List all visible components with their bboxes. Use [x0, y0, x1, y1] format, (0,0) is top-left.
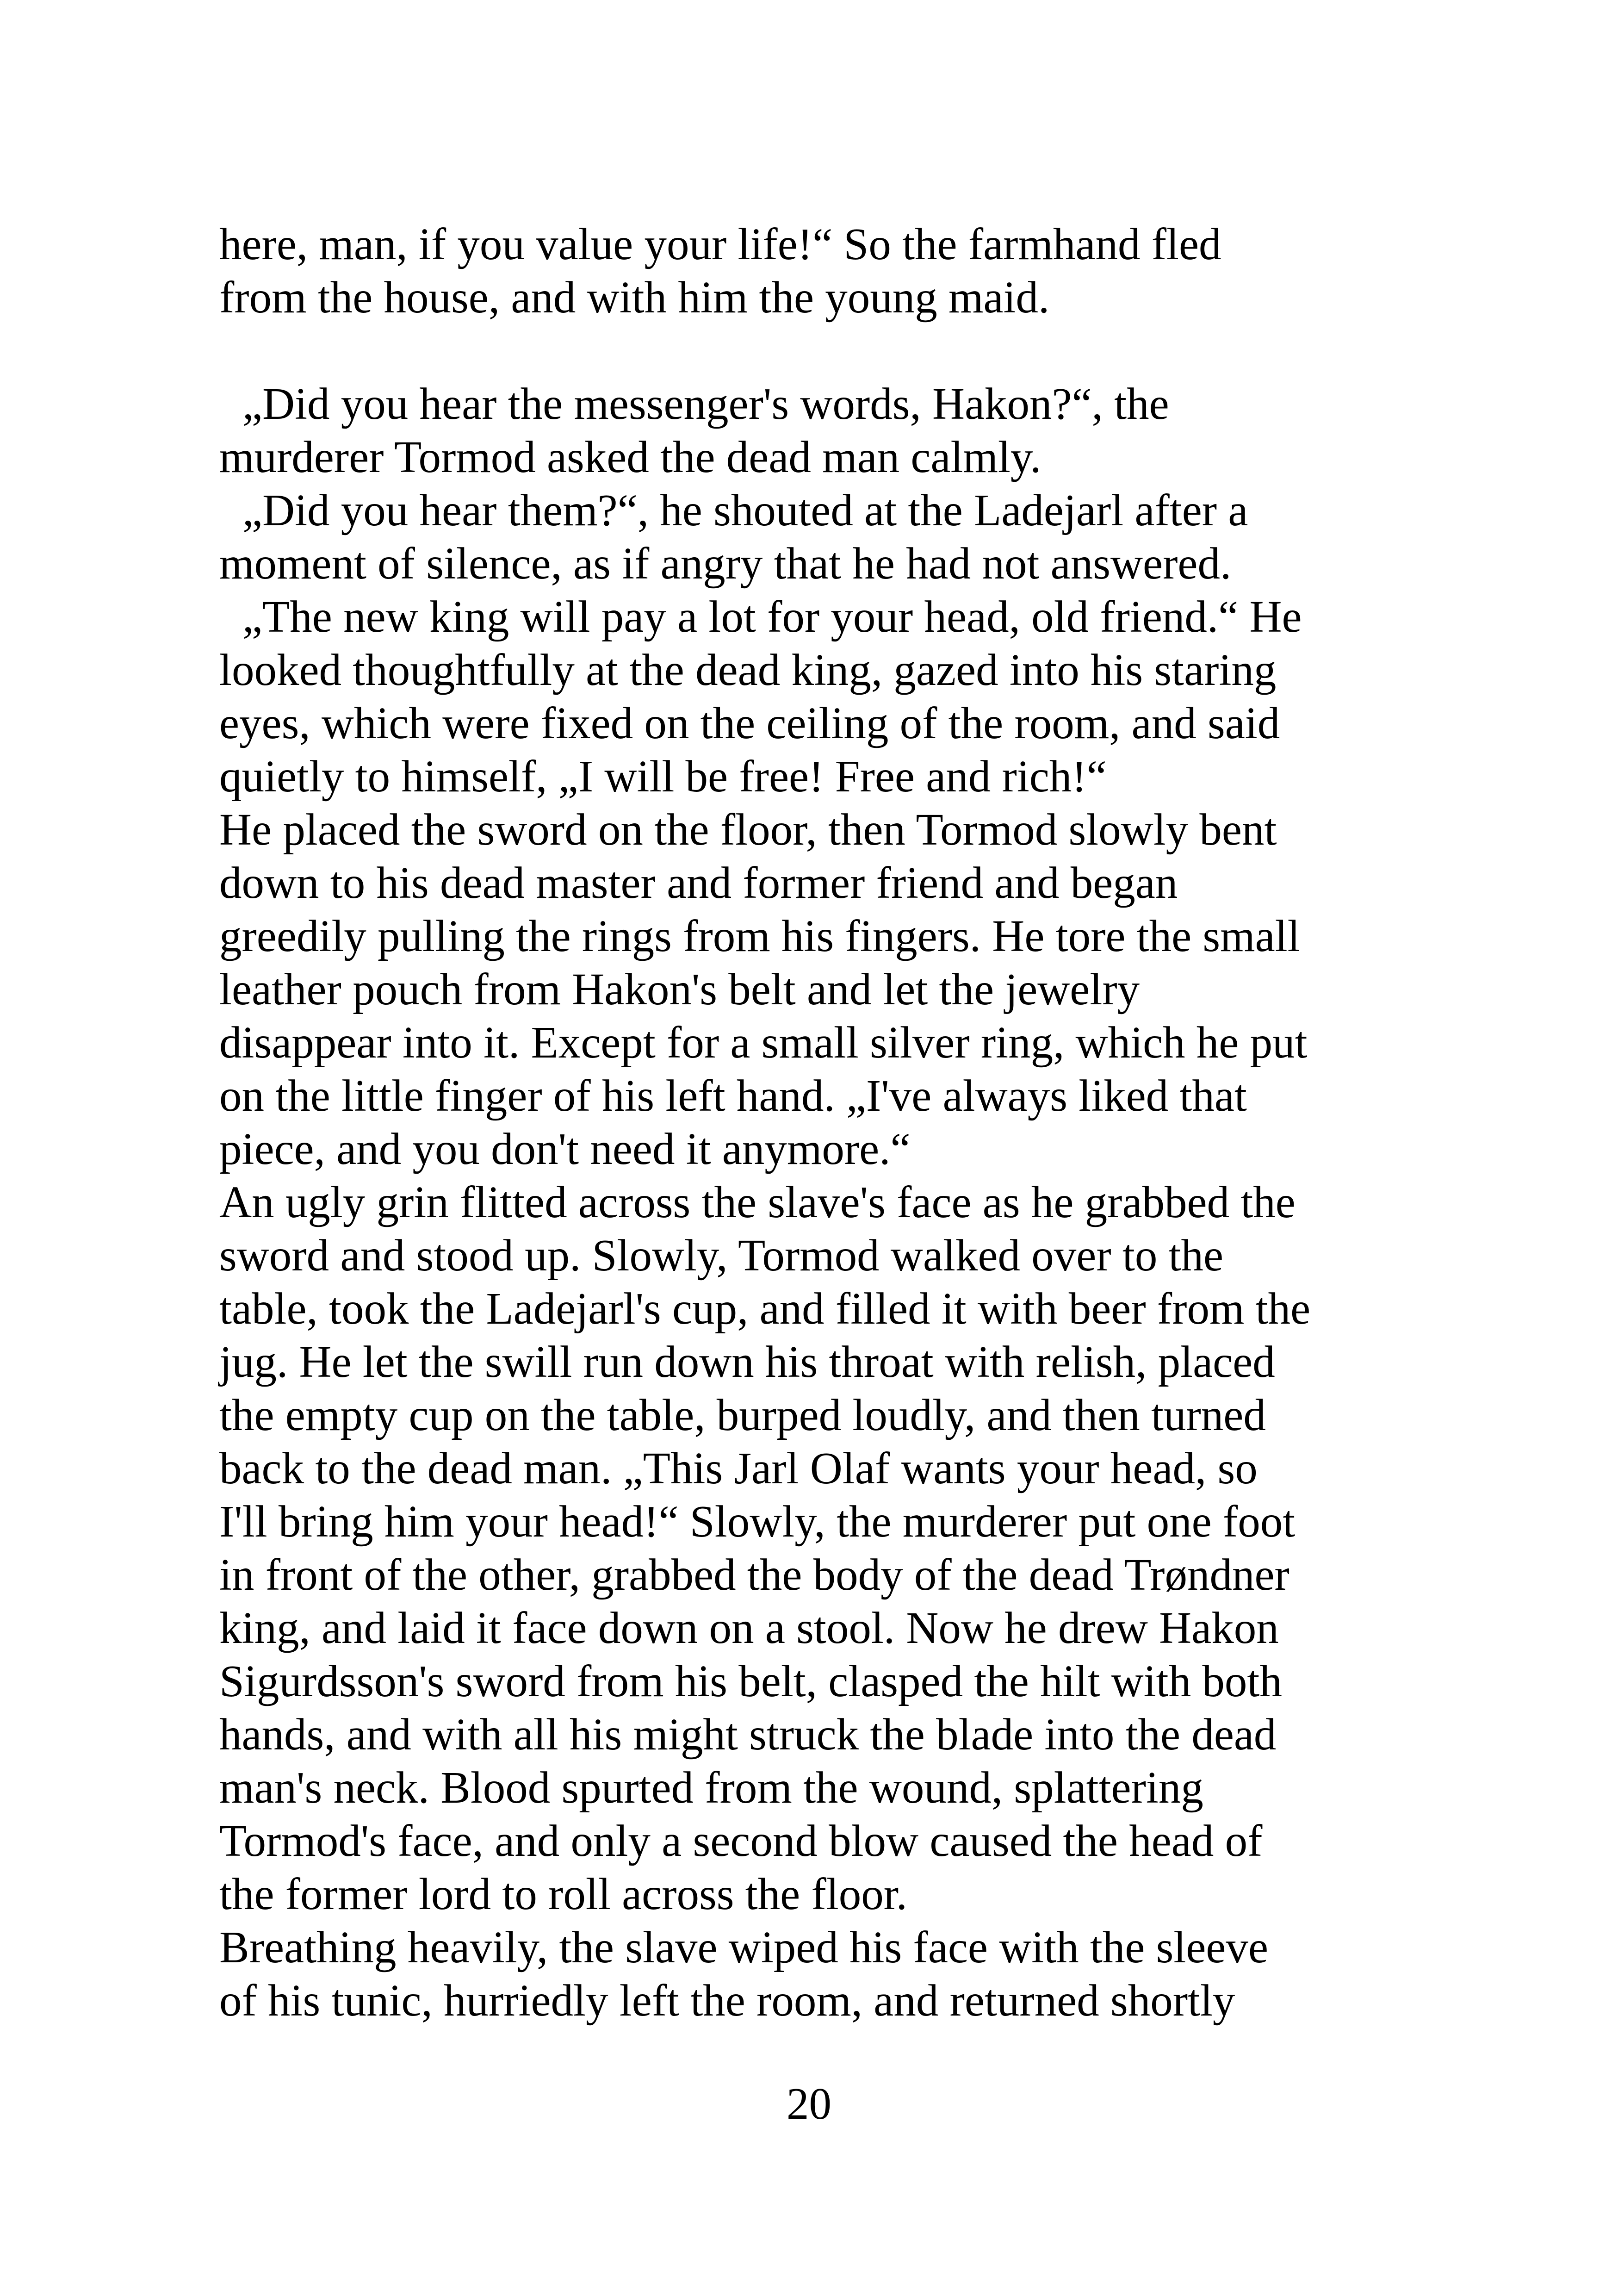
text-line: murderer Tormod asked the dead man calmly.	[219, 432, 1041, 482]
text-line: man's neck. Blood spurted from the wound, splattering	[219, 1763, 1203, 1812]
text-line: piece, and you don't need it anymore.“	[219, 1124, 911, 1174]
text-line: table, took the Ladejarl's cup, and filled it with beer from the	[219, 1284, 1311, 1333]
text-line: on the little finger of his left hand. „I've always liked that	[219, 1071, 1247, 1120]
text-line: An ugly grin flitted across the slave's face as he grabbed the	[219, 1177, 1296, 1227]
text-line: king, and laid it face down on a stool. Now he drew Hakon	[219, 1603, 1279, 1653]
text-line: back to the dead man. „This Jarl Olaf wants your head, so	[219, 1444, 1258, 1493]
text-line: the empty cup on the table, burped loudly, and then turned	[219, 1390, 1266, 1440]
text-line: jug. He let the swill run down his throat with relish, placed	[219, 1337, 1275, 1387]
text-line: Tormod's face, and only a second blow caused the head of	[219, 1816, 1263, 1866]
text-line: the former lord to roll across the floor.	[219, 1869, 907, 1919]
text-line: leather pouch from Hakon's belt and let the jewelry	[219, 964, 1140, 1014]
paragraph-gap	[219, 324, 1404, 377]
text-line: in front of the other, grabbed the body of the dead Trøndner	[219, 1550, 1289, 1599]
page-number: 20	[787, 2079, 831, 2128]
text-line: Sigurdsson's sword from his belt, clasped the hilt with both	[219, 1656, 1282, 1706]
text-line: of his tunic, hurriedly left the room, and returned shortly	[219, 1976, 1235, 2025]
text-line: „Did you hear them?“, he shouted at the Ladejarl after a	[242, 485, 1248, 535]
text-line: looked thoughtfully at the dead king, gazed into his staring	[219, 645, 1277, 695]
text-line: down to his dead master and former friend and began	[219, 858, 1178, 908]
text-line: eyes, which were fixed on the ceiling of the room, and said	[219, 698, 1280, 748]
text-line: I'll bring him your head!“ Slowly, the murderer put one foot	[219, 1497, 1296, 1546]
text-line: here, man, if you value your life!“ So the farmhand fled	[219, 219, 1221, 269]
text-line: from the house, and with him the young maid.	[219, 273, 1050, 322]
text-line: moment of silence, as if angry that he had not answered.	[219, 539, 1232, 588]
text-line: hands, and with all his might struck the blade into the dead	[219, 1710, 1277, 1759]
text-line: sword and stood up. Slowly, Tormod walked over to the	[219, 1231, 1224, 1280]
text-line: disappear into it. Except for a small silver ring, which he put	[219, 1018, 1308, 1067]
text-line: He placed the sword on the floor, then Tormod slowly bent	[219, 805, 1277, 854]
text-line: „Did you hear the messenger's words, Hakon?“, the	[242, 379, 1169, 429]
text-line: greedily pulling the rings from his fingers. He tore the small	[219, 911, 1300, 961]
text-line: Breathing heavily, the slave wiped his face with the sleeve	[219, 1923, 1269, 1972]
body-text	[219, 218, 1404, 2027]
text-line: quietly to himself, „I will be free! Free and rich!“	[219, 752, 1107, 801]
text-line: „The new king will pay a lot for your head, old friend.“ He	[242, 592, 1302, 641]
